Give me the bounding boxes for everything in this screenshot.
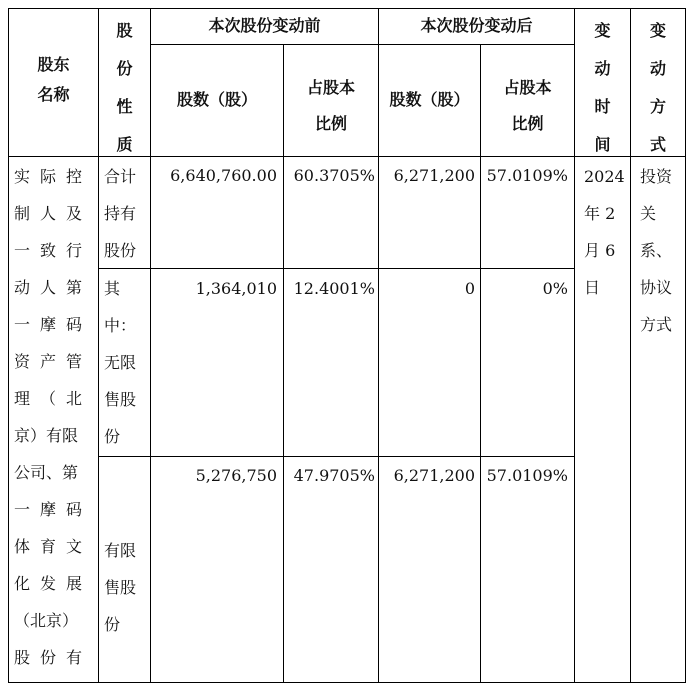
holder-name-line: 一摩码 xyxy=(14,315,93,334)
header-holder-name-line: 股东 xyxy=(37,55,70,74)
change-method-line: 投资 xyxy=(640,167,673,186)
row-1-nature xyxy=(104,158,150,269)
change-time-line: 日 xyxy=(584,278,601,297)
header-ratio-line: 比例 xyxy=(314,114,347,133)
header-share-nature xyxy=(99,12,150,164)
holder-name-line: 动人第 xyxy=(14,278,93,297)
row-1-before-shares: 6,640,760.00 xyxy=(170,166,277,185)
header-ratio-line: 占股本 xyxy=(503,78,552,97)
nature-line: 份 xyxy=(104,427,121,446)
header-change-method xyxy=(631,12,685,164)
nature-line: 有限 xyxy=(104,541,137,560)
row-2-after-shares: 0 xyxy=(464,279,475,298)
header-before-shares: 股数（股） xyxy=(176,90,257,109)
row-1-after-shares: 6,271,200 xyxy=(393,166,475,185)
nature-line: 售股 xyxy=(104,390,137,409)
row-1-after-ratio: 57.0109% xyxy=(486,166,568,185)
header-after-change: 本次股份变动后 xyxy=(420,16,533,35)
change-time-line: 月 6 xyxy=(584,241,616,260)
row-3-before-shares: 5,276,750 xyxy=(195,466,277,485)
change-method-line: 方式 xyxy=(640,315,673,334)
header-share-nature-char: 性 xyxy=(116,97,133,116)
row-1-before-ratio: 60.3705% xyxy=(293,166,375,185)
header-change-method-char: 式 xyxy=(649,135,666,154)
holder-name-line: 资产管 xyxy=(14,352,93,371)
header-after-ratio xyxy=(481,70,574,142)
header-change-time-char: 时 xyxy=(594,97,611,116)
header-ratio-line: 占股本 xyxy=(306,78,355,97)
header-holder-name xyxy=(9,50,98,110)
holder-name-line: 体育文 xyxy=(14,537,93,556)
header-split-line xyxy=(150,44,574,45)
nature-line: 股份 xyxy=(104,241,137,260)
row-1-bottom-line xyxy=(98,268,574,269)
header-before-change: 本次股份变动前 xyxy=(208,16,321,35)
header-share-nature-char: 股 xyxy=(116,21,133,40)
header-change-time xyxy=(575,12,630,164)
row-3-after-shares: 6,271,200 xyxy=(393,466,475,485)
row-2-before-ratio: 12.4001% xyxy=(293,279,375,298)
change-method-line: 协议 xyxy=(640,278,673,297)
holder-name-line: 制人及 xyxy=(14,204,93,223)
change-method-cell xyxy=(640,158,685,343)
table-border-bottom xyxy=(8,682,686,683)
nature-line: 合计 xyxy=(104,167,137,186)
nature-line: 份 xyxy=(104,615,121,634)
row-2-bottom-line xyxy=(98,456,574,457)
holder-name-cell xyxy=(14,158,96,676)
header-before-ratio xyxy=(284,70,378,142)
header-after-shares: 股数（股） xyxy=(389,90,470,109)
nature-line: 中： xyxy=(104,316,137,335)
header-change-time-char: 变 xyxy=(594,21,611,40)
row-2-before-shares: 1,364,010 xyxy=(195,279,277,298)
holder-name-line: 一致行 xyxy=(14,241,93,260)
nature-line: 售股 xyxy=(104,578,137,597)
holder-name-line: 理（北 xyxy=(14,389,93,408)
header-ratio-line: 比例 xyxy=(511,114,544,133)
change-method-line: 关 xyxy=(640,204,657,223)
header-change-time-char: 动 xyxy=(594,59,611,78)
holder-name-line: 一摩码 xyxy=(14,500,93,519)
header-change-method-char: 方 xyxy=(649,97,666,116)
table-border-top xyxy=(8,8,686,9)
header-share-nature-char: 质 xyxy=(116,135,133,154)
holder-name-line: （北京） xyxy=(14,611,79,630)
header-holder-name-line: 名称 xyxy=(37,85,70,104)
nature-line: 其 xyxy=(104,279,121,298)
nature-line: 持有 xyxy=(104,204,137,223)
nature-line: 无限 xyxy=(104,353,137,372)
change-time-line: 2024 xyxy=(584,167,625,186)
holder-name-line: 股份有 xyxy=(14,648,93,667)
row-3-before-ratio: 47.9705% xyxy=(293,466,375,485)
row-2-after-ratio: 0% xyxy=(542,279,568,298)
header-change-time-char: 间 xyxy=(594,135,611,154)
holder-name-line: 化发展 xyxy=(14,574,93,593)
holder-name-line: 公司、第 xyxy=(14,463,79,482)
header-share-nature-char: 份 xyxy=(116,59,133,78)
header-change-method-char: 动 xyxy=(649,59,666,78)
holder-name-line: 京）有限 xyxy=(14,426,79,445)
change-time-line: 年 2 xyxy=(584,204,616,223)
change-method-line: 系、 xyxy=(640,241,673,260)
row-3-after-ratio: 57.0109% xyxy=(486,466,568,485)
table-border-right xyxy=(685,8,686,683)
change-time-cell xyxy=(584,158,630,306)
row-3-nature xyxy=(104,532,150,643)
holder-name-line: 实际控 xyxy=(14,167,93,186)
header-change-method-char: 变 xyxy=(649,21,666,40)
row-2-nature xyxy=(104,270,150,455)
